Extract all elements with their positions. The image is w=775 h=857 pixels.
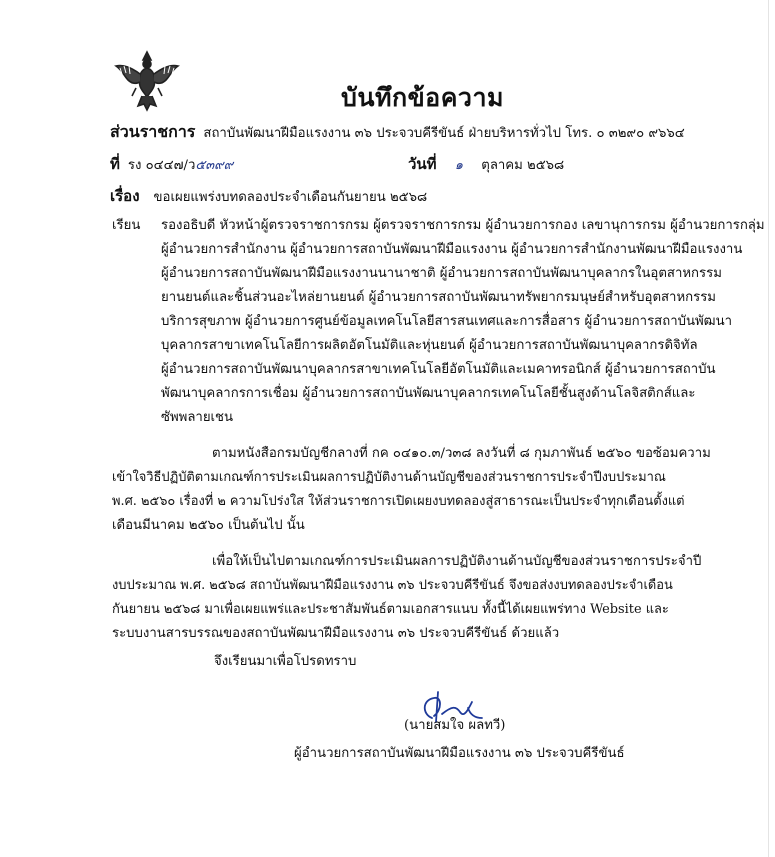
signatory-position: ผู้อำนวยการสถาบันพัฒนาฝีมือแรงงาน ๓๖ ประจวบคีรีขันธ์ bbox=[294, 746, 625, 761]
salutation-label: เรียน bbox=[112, 218, 141, 233]
salutation-line: พัฒนาบุคลากรการเชื่อม ผู้อำนวยการสถาบันพัฒนาบุคลากรเทคโนโลยีชั้นสูงด้านโลจิสติกส์และ bbox=[161, 386, 696, 401]
salutation-line: รองอธิบดี หัวหน้าผู้ตรวจราชการกรม ผู้ตรวจราชการกรม ผู้อำนวยการกอง เลขานุการกรม ผู้อำนวยการกลุ่ม bbox=[161, 218, 765, 233]
salutation-line: ผู้อำนวยการสถาบันพัฒนาฝีมือแรงงานนานาชาติ ผู้อำนวยการสถาบันพัฒนาบุคลากรในอุตสาหกรรม bbox=[161, 266, 722, 281]
date-day-handwritten: ๑ bbox=[454, 158, 464, 173]
body-paragraph-2-line: กันยายน ๒๕๖๘ มาเพื่อเผยแพร่และประชาสัมพันธ์ตามเอกสารแนบ ทั้งนี้ได้เผยแพร่ทาง Website และ bbox=[112, 602, 669, 617]
closing-text: จึงเรียนมาเพื่อโปรดทราบ bbox=[214, 654, 357, 669]
salutation-line: ผู้อำนวยการสถาบันพัฒนาบุคลากรสาขาเทคโนโลยีอัตโนมัติและเมคาทรอนิกส์ ผู้อำนวยการสถาบัน bbox=[161, 362, 716, 377]
salutation-line: บริการสุขภาพ ผู้อำนวยการศูนย์ข้อมูลเทคโนโลยีสารสนเทศและการสื่อสาร ผู้อำนวยการสถาบันพัฒนา bbox=[161, 314, 733, 329]
reference-value: รง ๐๔๔๗/ว bbox=[127, 158, 196, 173]
salutation-line: ผู้อำนวยการสำนักงาน ผู้อำนวยการสถาบันพัฒนาฝีมือแรงงาน ผู้อำนวยการสำนักงานพัฒนาฝีมือแรงงาน bbox=[161, 242, 743, 257]
body-paragraph-2-line: เพื่อให้เป็นไปตามเกณฑ์การประเมินผลการปฏิบัติงานด้านบัญชีของส่วนราชการประจำปี bbox=[212, 554, 702, 569]
date-label: วันที่ bbox=[408, 155, 437, 173]
subject-row bbox=[110, 188, 427, 206]
reference-handwritten-number: ๕๓๙๙ bbox=[195, 158, 234, 173]
salutation-line: ซัพพลายเชน bbox=[161, 410, 234, 425]
department-value: สถาบันพัฒนาฝีมือแรงงาน ๓๖ ประจวบคีรีขันธ์ ฝ่ายบริหารทั่วไป โทร. ๐ ๓๒๙๐ ๙๖๖๔ bbox=[203, 126, 685, 141]
salutation-line: บุคลากรสาขาเทคโนโลยีการผลิตอัตโนมัติและหุ่นยนต์ ผู้อำนวยการสถาบันพัฒนาบุคลากรดิจิทัล bbox=[161, 338, 698, 353]
body-paragraph-1-line: เข้าใจวิธีปฏิบัติตามเกณฑ์การประเมินผลการปฏิบัติงานด้านบัญชีของส่วนราชการประจำปีงบประมาณ bbox=[112, 470, 666, 485]
body-paragraph-2-line: งบประมาณ พ.ศ. ๒๕๖๘ สถาบันพัฒนาฝีมือแรงงาน ๓๖ ประจวบคีรีขันธ์ จึงขอส่งงบทดลองประจำเดือน bbox=[112, 578, 673, 593]
subject-value: ขอเผยแพร่งบทดลองประจำเดือนกันยายน ๒๕๖๘ bbox=[153, 190, 428, 205]
body-paragraph-1-line: เดือนมีนาคม ๒๕๖๐ เป็นต้นไป นั้น bbox=[112, 518, 305, 533]
reference-label: ที่ bbox=[110, 155, 120, 173]
body-paragraph-1-line: พ.ศ. ๒๕๖๐ เรื่องที่ ๒ ความโปร่งใส ให้ส่วนราชการเปิดเผยงบทดลองสู่สาธารณะเป็นประจำทุกเดือนตั้งแต่ bbox=[112, 494, 685, 509]
document-title: บันทึกข้อความ bbox=[341, 83, 504, 112]
signatory-name: (นายสมใจ ผลทวี) bbox=[404, 718, 506, 733]
salutation-line: ยานยนต์และชิ้นส่วนอะไหล่ยานยนต์ ผู้อำนวยการสถาบันพัฒนาทรัพยากรมนุษย์สำหรับอุตสาหกรรม bbox=[161, 290, 717, 305]
page-edge-divider bbox=[768, 0, 769, 857]
reference-row bbox=[110, 156, 233, 174]
date-month-year: ตุลาคม ๒๕๖๘ bbox=[481, 158, 565, 173]
body-paragraph-1-line: ตามหนังสือกรมบัญชีกลางที่ กค ๐๔๑๐.๓/ว๓๘ ลงวันที่ ๘ กุมภาพันธ์ ๒๕๖๐ ขอซ้อมความ bbox=[212, 446, 711, 461]
subject-label: เรื่อง bbox=[110, 187, 140, 205]
department-row bbox=[110, 124, 685, 142]
body-paragraph-2-line: ระบบงานสารบรรณของสถาบันพัฒนาฝีมือแรงงาน ๓๖ ประจวบคีรีขันธ์ ด้วยแล้ว bbox=[112, 626, 560, 641]
date-row bbox=[408, 156, 564, 174]
department-label: ส่วนราชการ bbox=[110, 122, 196, 141]
